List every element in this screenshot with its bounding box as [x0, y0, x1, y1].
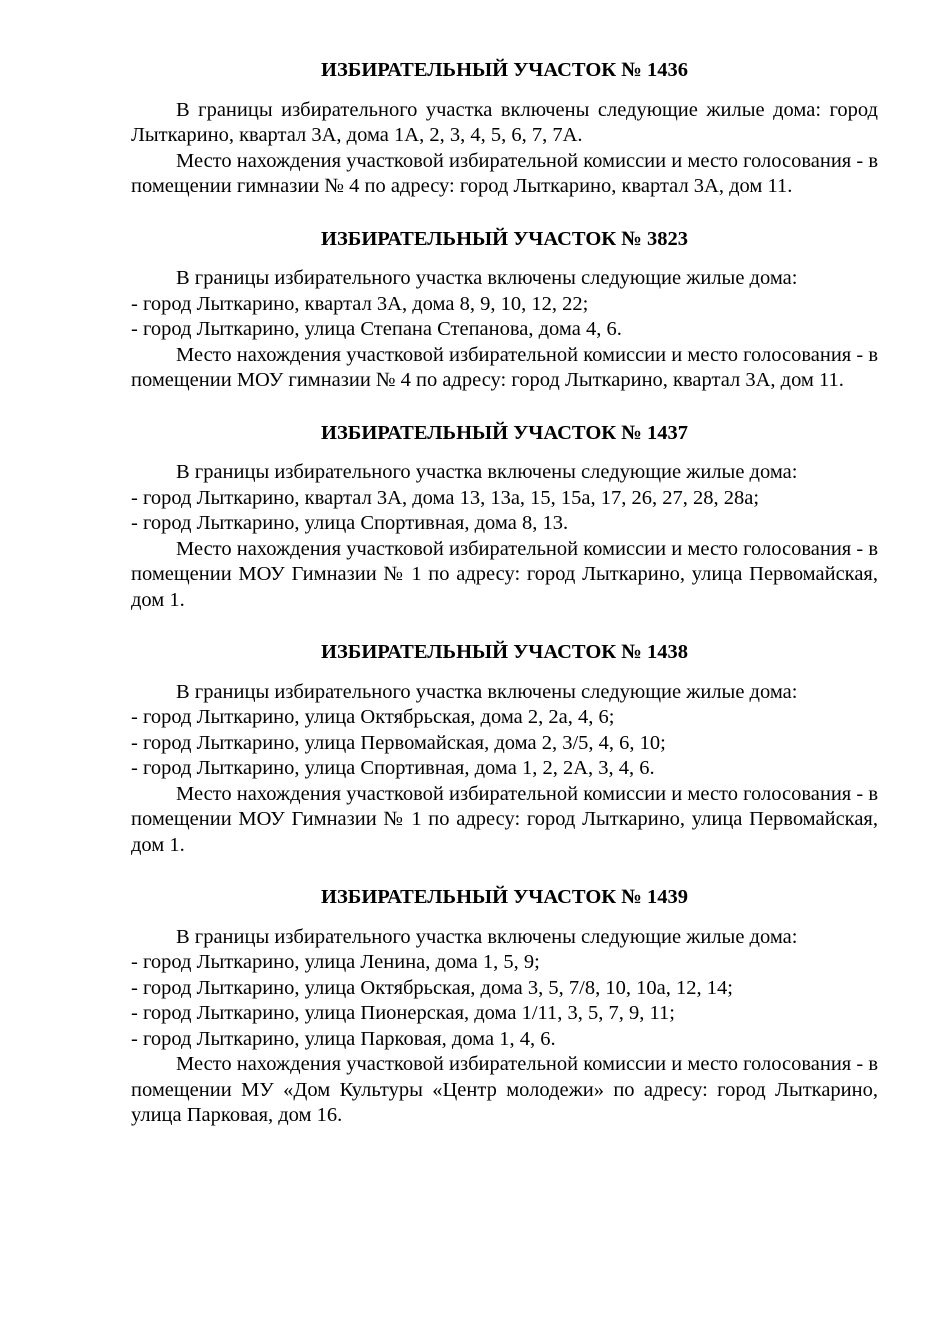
- address-line: - город Лыткарино, улица Спортивная, дома 1, 2, 2А, 3, 4, 6.: [131, 757, 655, 779]
- precinct-boundaries: В границы избирательного участка включены следующие жилые дома: город Лыткарино, квартал 3А, дома 1А, 2, 3, 4, 5, 6, 7, 7А.: [131, 98, 878, 146]
- address-line: - город Лыткарино, улица Октябрьская, дома 2, 2а, 4, 6;: [131, 706, 615, 728]
- precinct-title: ИЗБИРАТЕЛЬНЫЙ УЧАСТОК № 1438: [321, 641, 688, 663]
- precinct-boundaries: В границы избирательного участка включены следующие жилые дома:: [176, 680, 798, 703]
- precinct-title: ИЗБИРАТЕЛЬНЫЙ УЧАСТОК № 3823: [321, 227, 688, 250]
- address-line: - город Лыткарино, улица Степана Степанова, дома 4, 6.: [131, 318, 622, 340]
- address-line: - город Лыткарино, квартал 3А, дома 8, 9, 10, 12, 22;: [131, 292, 589, 315]
- precinct-location: Место нахождения участковой избирательной комиссии и место голосования - в помещении МОУ гимназии № 4 по адресу: город Лыткарино, квартал 3А, дом 11.: [131, 343, 878, 391]
- precinct-boundaries: В границы избирательного участка включены следующие жилые дома:: [176, 267, 798, 289]
- precinct-section-1436: [131, 58, 878, 200]
- precinct-location: Место нахождения участковой избирательной комиссии и место голосования - в помещении МУ «Дом Культуры «Центр молодежи» по адресу: город Лыткарино, улица Парковая, дом 16.: [131, 1053, 878, 1126]
- address-line: - город Лыткарино, улица Первомайская, дома 2, 3/5, 4, 6, 10;: [131, 731, 666, 754]
- precinct-section-1438: [131, 640, 878, 858]
- precinct-title: ИЗБИРАТЕЛЬНЫЙ УЧАСТОК № 1439: [321, 886, 688, 908]
- precinct-section-3823: [131, 227, 878, 394]
- precinct-boundaries: В границы избирательного участка включены следующие жилые дома:: [176, 461, 798, 483]
- address-line: - город Лыткарино, улица Пионерская, дома 1/11, 3, 5, 7, 9, 11;: [131, 1002, 675, 1024]
- precinct-section-1437: [131, 421, 878, 614]
- address-line: - город Лыткарино, улица Спортивная, дома 8, 13.: [131, 512, 569, 534]
- document-page: [131, 58, 878, 1156]
- precinct-boundaries: В границы избирательного участка включены следующие жилые дома:: [176, 925, 798, 948]
- address-line: - город Лыткарино, улица Парковая, дома 1, 4, 6.: [131, 1027, 556, 1050]
- precinct-title: ИЗБИРАТЕЛЬНЫЙ УЧАСТОК № 1436: [321, 59, 688, 81]
- precinct-location: Место нахождения участковой избирательной комиссии и место голосования - в помещении МОУ Гимназии № 1 по адресу: город Лыткарино, улица Первомайская, дом 1.: [131, 537, 878, 611]
- address-line: - город Лыткарино, улица Ленина, дома 1, 5, 9;: [131, 951, 540, 973]
- precinct-location: Место нахождения участковой избирательной комиссии и место голосования - в помещении гимназии № 4 по адресу: город Лыткарино, квартал 3А, дом 11.: [131, 149, 878, 197]
- precinct-location: Место нахождения участковой избирательной комиссии и место голосования - в помещении МОУ Гимназии № 1 по адресу: город Лыткарино, улица Первомайская, дом 1.: [131, 782, 878, 856]
- precinct-title: ИЗБИРАТЕЛЬНЫЙ УЧАСТОК № 1437: [321, 421, 688, 444]
- address-line: - город Лыткарино, улица Октябрьская, дома 3, 5, 7/8, 10, 10а, 12, 14;: [131, 976, 733, 999]
- precinct-section-1439: [131, 885, 878, 1129]
- address-line: - город Лыткарино, квартал 3А, дома 13, 13а, 15, 15а, 17, 26, 27, 28, 28а;: [131, 486, 760, 509]
